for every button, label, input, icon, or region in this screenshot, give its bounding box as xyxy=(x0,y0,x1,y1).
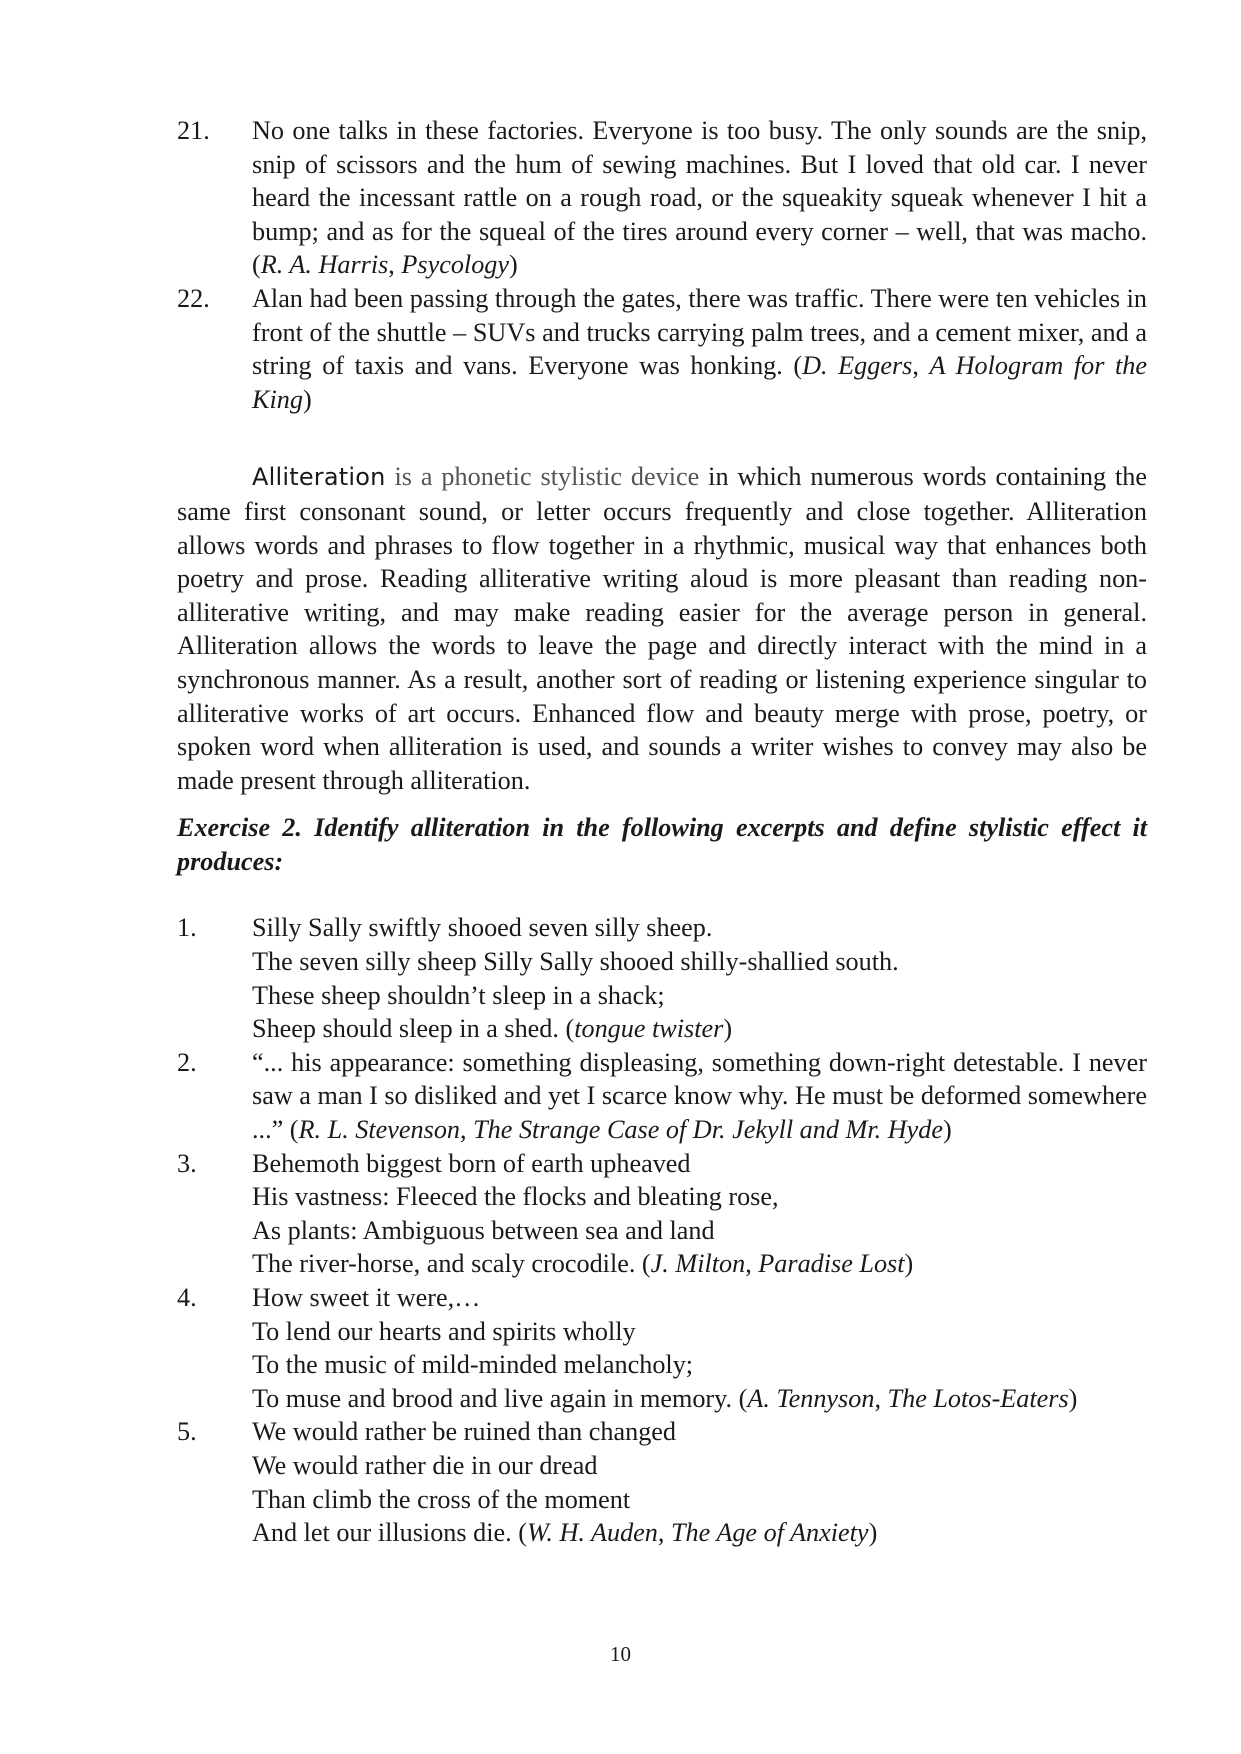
source-title: The Lotos-Eaters xyxy=(887,1383,1069,1413)
list-item xyxy=(177,282,1147,416)
term-alliteration: Alliteration xyxy=(252,463,386,492)
verse-text: Sheep should sleep in a shed. ( xyxy=(252,1014,575,1044)
verse-text: The river-horse, and scaly crocodile. ( xyxy=(252,1249,651,1279)
source-author: A. Tennyson xyxy=(747,1383,875,1413)
close-paren: ) xyxy=(942,1115,952,1145)
list-item xyxy=(177,114,1147,282)
verse-line xyxy=(252,1247,1147,1281)
item-number: 2. xyxy=(177,1047,197,1077)
item-number: 21. xyxy=(177,116,210,145)
source-title: tongue twister xyxy=(574,1014,724,1044)
verse-line: We would rather be ruined than changed xyxy=(252,1417,676,1447)
verse-line: We would rather die in our dread xyxy=(252,1450,598,1480)
item-number: 5. xyxy=(177,1417,197,1447)
source-author: J. Milton xyxy=(650,1249,746,1279)
close-paren: ) xyxy=(723,1014,733,1044)
excerpt-text: “... his appearance: something displeasing, something down-right detestable. I never saw a man I so disliked and yet I scarce know why. He must be deformed somewhere ...” ( xyxy=(252,1047,1147,1145)
item-text xyxy=(252,114,1147,282)
separator: , xyxy=(388,250,402,280)
verse-line xyxy=(252,1012,1147,1046)
source-title: Psycology xyxy=(401,250,510,280)
verse-line: Behemoth biggest born of earth upheaved xyxy=(252,1148,691,1178)
exercise-heading: Exercise 2. Identify alliteration in the following excerpts and define stylistic effect it produces: xyxy=(177,813,1147,876)
close-paren: ) xyxy=(509,250,518,280)
separator: , xyxy=(460,1115,474,1145)
separator: , xyxy=(657,1518,671,1548)
exercise-item xyxy=(177,1046,1147,1147)
separator: , xyxy=(745,1249,759,1279)
item-number: 4. xyxy=(177,1283,197,1312)
verse-line xyxy=(252,1382,1147,1416)
verse-line: Than climb the cross of the moment xyxy=(252,1484,631,1514)
separator: , xyxy=(874,1383,888,1413)
source-title: Paradise Lost xyxy=(758,1249,905,1279)
item-text xyxy=(252,1046,1147,1147)
definition-body: in which numerous words containing the same first consonant sound, or letter occurs frequently and close together. Alliteration allows words and phrases to flow together in a rhythmic, musical way that enhances both poetry and prose. Reading alliterative writing aloud is more pleasant than reading non-alliterative writing, and may make reading easier for the average person in general. Alliteration allows the words to leave the page and directly interact with the mind in a synchronous manner. As a result, another sort of reading or listening experience singular to alliterative works of art occurs. Enhanced flow and beauty merge with prose, poetry, or spoken word when alliteration is used, and sounds a writer wishes to convey may also be made present through alliteration. xyxy=(177,462,1147,795)
item-text xyxy=(252,911,1147,1045)
excerpt-text: No one talks in these factories. Everyone is too busy. The only sounds are the snip, snip of scissors and the hum of sewing machines. But I loved that old car. I never heard the incessant rattle on a rough road, or the squeakity squeak whenever I hit a bump; and as for the squeal of the tires around every corner – well, that was macho. ( xyxy=(252,116,1147,280)
close-paren: ) xyxy=(904,1249,914,1279)
source-title: The Strange Case of Dr. Jekyll and Mr. Hyde xyxy=(473,1115,943,1145)
item-text xyxy=(252,1281,1147,1415)
excerpt-text: Alan had been passing through the gates, there was traffic. There were ten vehicles in front of the shuttle – SUVs and trucks carrying palm trees, and a cement mixer, and a string of taxis and vans. Everyone was honking. ( xyxy=(252,283,1147,381)
exercise-item xyxy=(177,1281,1147,1415)
exercise-item xyxy=(177,1147,1147,1281)
item-number: 22. xyxy=(177,283,210,313)
verse-line: These sheep shouldn’t sleep in a shack; xyxy=(252,980,665,1010)
item-text xyxy=(252,1415,1147,1549)
close-paren: ) xyxy=(868,1518,878,1548)
verse-text: And let our illusions die. ( xyxy=(252,1518,527,1548)
exercise-list xyxy=(177,911,1147,1549)
source-author: D. Eggers xyxy=(802,351,913,381)
item-number: 1. xyxy=(177,913,197,943)
source-title: A Hologram for the King xyxy=(252,351,1147,414)
source-author: W. H. Auden xyxy=(526,1518,658,1548)
item-text xyxy=(252,1147,1147,1281)
definition-lead: is a phonetic stylistic device xyxy=(385,462,700,492)
verse-line: How sweet it were,… xyxy=(252,1283,481,1312)
item-number: 3. xyxy=(177,1148,197,1178)
verse-text: To muse and brood and live again in memory. ( xyxy=(252,1383,748,1413)
source-title: The Age of Anxiety xyxy=(670,1518,869,1548)
separator: , xyxy=(912,351,930,381)
verse-line: To lend our hearts and spirits wholly xyxy=(252,1316,636,1346)
source-author: R. A. Harris xyxy=(260,250,389,280)
verse-line xyxy=(252,1516,1147,1550)
page-number: 10 xyxy=(610,1642,631,1666)
verse-line: The seven silly sheep Silly Sally shooed shilly-shallied south. xyxy=(252,947,899,977)
definition-paragraph xyxy=(177,460,1147,797)
item-text xyxy=(252,282,1147,416)
exercise-item xyxy=(177,911,1147,1045)
verse-line: As plants: Ambiguous between sea and land xyxy=(252,1215,715,1245)
close-paren: ) xyxy=(1068,1383,1078,1413)
exercise-item xyxy=(177,1415,1147,1549)
source-author: R. L. Stevenson xyxy=(298,1115,461,1145)
verse-line: Silly Sally swiftly shooed seven silly sheep. xyxy=(252,913,713,943)
verse-line: To the music of mild-minded melancholy; xyxy=(252,1350,694,1380)
document-page xyxy=(177,114,1147,1550)
verse-line: His vastness: Fleeced the flocks and bleating rose, xyxy=(252,1182,779,1212)
close-paren: ) xyxy=(302,384,312,414)
